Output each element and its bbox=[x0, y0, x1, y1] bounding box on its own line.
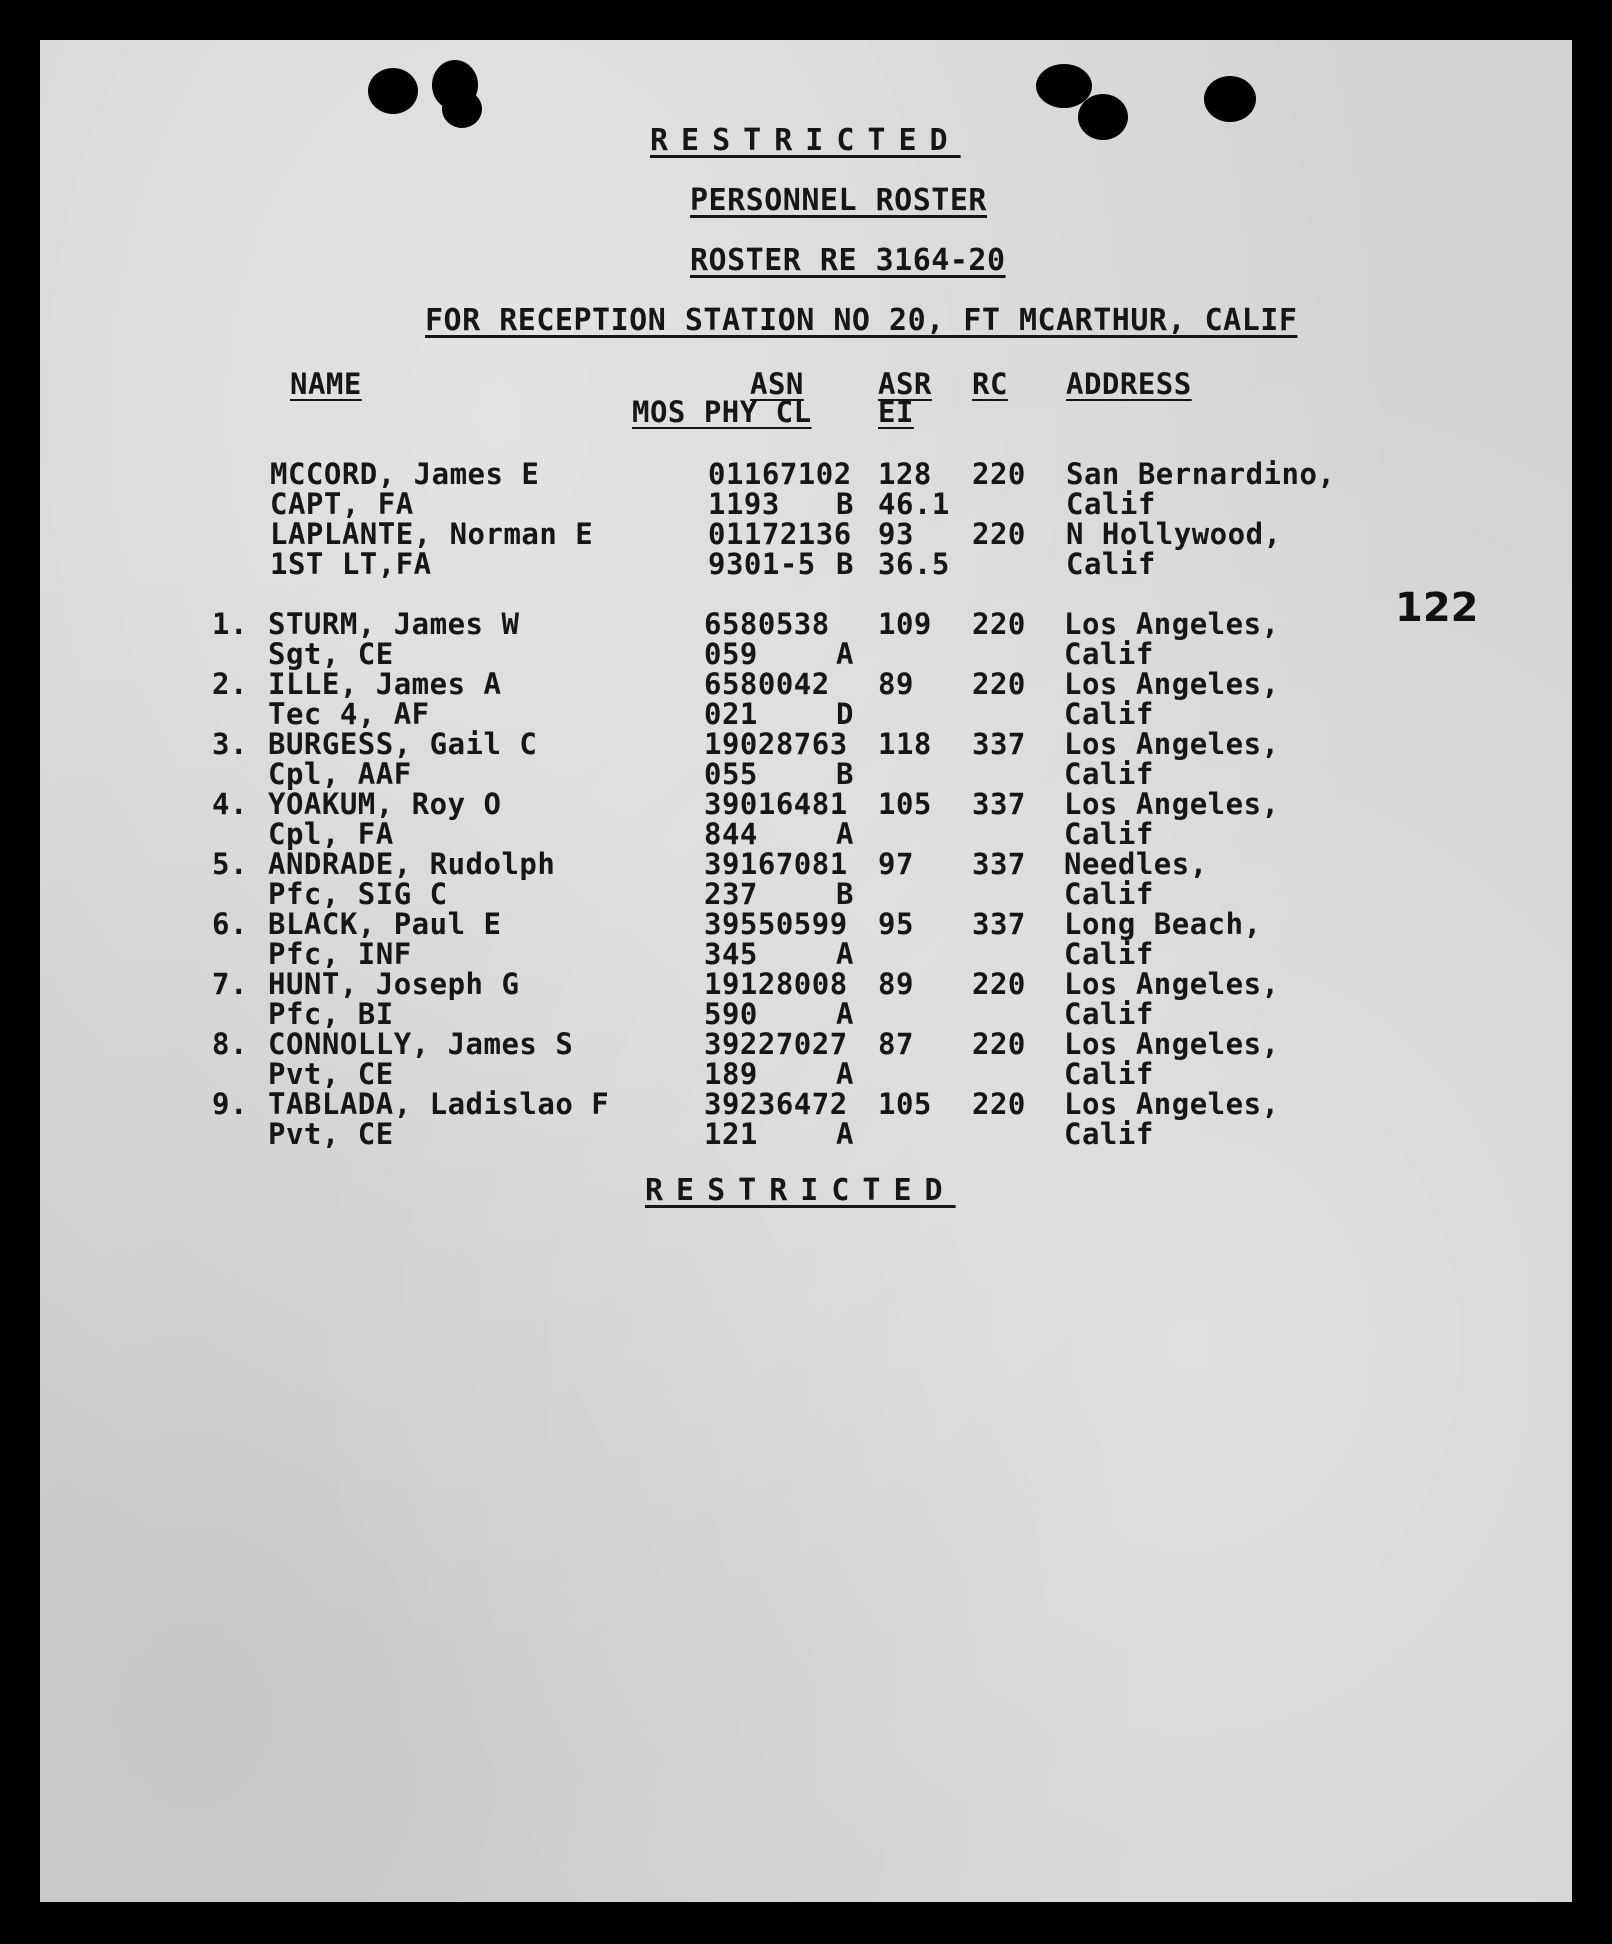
row-state: Calif bbox=[1064, 757, 1154, 791]
roster-page bbox=[40, 40, 1572, 1902]
row-city: Long Beach, bbox=[1064, 907, 1262, 941]
row-asn: 39227027 bbox=[704, 1027, 848, 1061]
row-name: BLACK, Paul E bbox=[268, 907, 502, 941]
row-rc: 220 bbox=[972, 457, 1026, 491]
row-number: 2. bbox=[212, 667, 248, 701]
row-phy: A bbox=[836, 1117, 854, 1151]
row-state: Calif bbox=[1064, 937, 1154, 971]
row-mos: 1193 bbox=[708, 487, 780, 521]
row-rank: Pvt, CE bbox=[268, 1057, 394, 1091]
row-state: Calif bbox=[1064, 877, 1154, 911]
row-rank: Pvt, CE bbox=[268, 1117, 394, 1151]
row-asn: 19028763 bbox=[704, 727, 848, 761]
row-city: Los Angeles, bbox=[1064, 727, 1280, 761]
row-rank: Pfc, BI bbox=[268, 997, 394, 1031]
row-name: ILLE, James A bbox=[268, 667, 502, 701]
row-asn: 6580538 bbox=[704, 607, 830, 641]
row-rank: Tec 4, AF bbox=[268, 697, 430, 731]
row-phy: A bbox=[836, 937, 854, 971]
row-rc: 220 bbox=[972, 967, 1026, 1001]
row-mos: 237 bbox=[704, 877, 758, 911]
row-mos: 9301-5 bbox=[708, 547, 816, 581]
row-name: STURM, James W bbox=[268, 607, 520, 641]
row-state: Calif bbox=[1066, 487, 1156, 521]
row-rank: Cpl, AAF bbox=[268, 757, 412, 791]
punch-hole-6 bbox=[1204, 76, 1256, 122]
row-asn: 39167081 bbox=[704, 847, 848, 881]
row-city: Los Angeles, bbox=[1064, 1087, 1280, 1121]
row-name: CONNOLLY, James S bbox=[268, 1027, 574, 1061]
row-name: LAPLANTE, Norman E bbox=[270, 517, 594, 551]
row-city: San Bernardino, bbox=[1066, 457, 1336, 491]
row-rank: Sgt, CE bbox=[268, 637, 394, 671]
row-city: Los Angeles, bbox=[1064, 667, 1280, 701]
punch-hole-3 bbox=[442, 90, 482, 128]
row-asr: 93 bbox=[878, 517, 914, 551]
row-state: Calif bbox=[1066, 547, 1156, 581]
page-number: 122 bbox=[1395, 585, 1479, 631]
row-rc: 337 bbox=[972, 907, 1026, 941]
row-asr: 118 bbox=[878, 727, 932, 761]
column-header-rc: RC bbox=[972, 367, 1008, 401]
row-asr: 105 bbox=[878, 1087, 932, 1121]
row-rc: 220 bbox=[972, 517, 1026, 551]
row-phy: B bbox=[836, 487, 854, 521]
row-mos: 121 bbox=[704, 1117, 758, 1151]
row-asn: 19128008 bbox=[704, 967, 848, 1001]
row-name: MCCORD, James E bbox=[270, 457, 540, 491]
row-state: Calif bbox=[1064, 637, 1154, 671]
row-asr: 89 bbox=[878, 667, 914, 701]
row-asr: 87 bbox=[878, 1027, 914, 1061]
row-city: Los Angeles, bbox=[1064, 787, 1280, 821]
row-number: 9. bbox=[212, 1087, 248, 1121]
row-ei: 46.1 bbox=[878, 487, 950, 521]
row-rc: 220 bbox=[972, 667, 1026, 701]
row-asr: 89 bbox=[878, 967, 914, 1001]
row-number: 7. bbox=[212, 967, 248, 1001]
row-state: Calif bbox=[1064, 1117, 1154, 1151]
row-state: Calif bbox=[1064, 1057, 1154, 1091]
row-number: 1. bbox=[212, 607, 248, 641]
row-asr: 105 bbox=[878, 787, 932, 821]
row-name: BURGESS, Gail C bbox=[268, 727, 538, 761]
station-line: FOR RECEPTION STATION NO 20, FT MCARTHUR, CALIF bbox=[425, 303, 1298, 338]
row-phy: B bbox=[836, 547, 854, 581]
row-name: HUNT, Joseph G bbox=[268, 967, 520, 1001]
row-mos: 844 bbox=[704, 817, 758, 851]
row-rc: 220 bbox=[972, 1027, 1026, 1061]
row-city: Los Angeles, bbox=[1064, 967, 1280, 1001]
row-mos: 021 bbox=[704, 697, 758, 731]
row-asn: 39016481 bbox=[704, 787, 848, 821]
row-ei: 36.5 bbox=[878, 547, 950, 581]
row-asn: 39550599 bbox=[704, 907, 848, 941]
row-rank: CAPT, FA bbox=[270, 487, 414, 521]
row-rc: 220 bbox=[972, 1087, 1026, 1121]
row-name: TABLADA, Ladislao F bbox=[268, 1087, 610, 1121]
row-asn: 01172136 bbox=[708, 517, 852, 551]
row-phy: A bbox=[836, 637, 854, 671]
row-phy: A bbox=[836, 1057, 854, 1091]
row-asn: 39236472 bbox=[704, 1087, 848, 1121]
row-state: Calif bbox=[1064, 997, 1154, 1031]
classification-bottom: RESTRICTED bbox=[645, 1173, 956, 1208]
row-rank: Pfc, INF bbox=[268, 937, 412, 971]
row-asr: 95 bbox=[878, 907, 914, 941]
row-city: Los Angeles, bbox=[1064, 607, 1280, 641]
row-rank: 1ST LT,FA bbox=[270, 547, 432, 581]
row-rc: 337 bbox=[972, 787, 1026, 821]
column-header-mos-phy-cl: MOS PHY CL bbox=[632, 395, 812, 429]
row-number: 4. bbox=[212, 787, 248, 821]
row-phy: A bbox=[836, 997, 854, 1031]
row-asr: 128 bbox=[878, 457, 932, 491]
row-city: Needles, bbox=[1064, 847, 1208, 881]
row-asn: 6580042 bbox=[704, 667, 830, 701]
column-header-address: ADDRESS bbox=[1066, 367, 1192, 401]
row-mos: 055 bbox=[704, 757, 758, 791]
row-number: 3. bbox=[212, 727, 248, 761]
row-name: YOAKUM, Roy O bbox=[268, 787, 502, 821]
row-city: Los Angeles, bbox=[1064, 1027, 1280, 1061]
row-phy: B bbox=[836, 757, 854, 791]
row-city: N Hollywood, bbox=[1066, 517, 1282, 551]
roster-number: ROSTER RE 3164-20 bbox=[690, 243, 1006, 278]
punch-hole-5 bbox=[1078, 94, 1128, 140]
column-header-asr: ASR bbox=[878, 367, 932, 401]
row-state: Calif bbox=[1064, 697, 1154, 731]
row-name: ANDRADE, Rudolph bbox=[268, 847, 556, 881]
row-number: 8. bbox=[212, 1027, 248, 1061]
row-state: Calif bbox=[1064, 817, 1154, 851]
row-number: 5. bbox=[212, 847, 248, 881]
row-rc: 337 bbox=[972, 847, 1026, 881]
column-header-asn: ASN bbox=[750, 367, 804, 401]
row-phy: B bbox=[836, 877, 854, 911]
row-asn: 01167102 bbox=[708, 457, 852, 491]
row-asr: 97 bbox=[878, 847, 914, 881]
column-header-ei: EI bbox=[878, 395, 914, 429]
row-phy: A bbox=[836, 817, 854, 851]
row-mos: 059 bbox=[704, 637, 758, 671]
row-mos: 345 bbox=[704, 937, 758, 971]
row-rank: Pfc, SIG C bbox=[268, 877, 448, 911]
row-asr: 109 bbox=[878, 607, 932, 641]
row-mos: 189 bbox=[704, 1057, 758, 1091]
row-phy: D bbox=[836, 697, 854, 731]
punch-hole-1 bbox=[368, 68, 418, 114]
column-header-name: NAME bbox=[290, 367, 362, 401]
row-mos: 590 bbox=[704, 997, 758, 1031]
row-rc: 220 bbox=[972, 607, 1026, 641]
row-number: 6. bbox=[212, 907, 248, 941]
row-rc: 337 bbox=[972, 727, 1026, 761]
document-title: PERSONNEL ROSTER bbox=[690, 183, 987, 218]
row-rank: Cpl, FA bbox=[268, 817, 394, 851]
classification-top: RESTRICTED bbox=[650, 123, 961, 158]
